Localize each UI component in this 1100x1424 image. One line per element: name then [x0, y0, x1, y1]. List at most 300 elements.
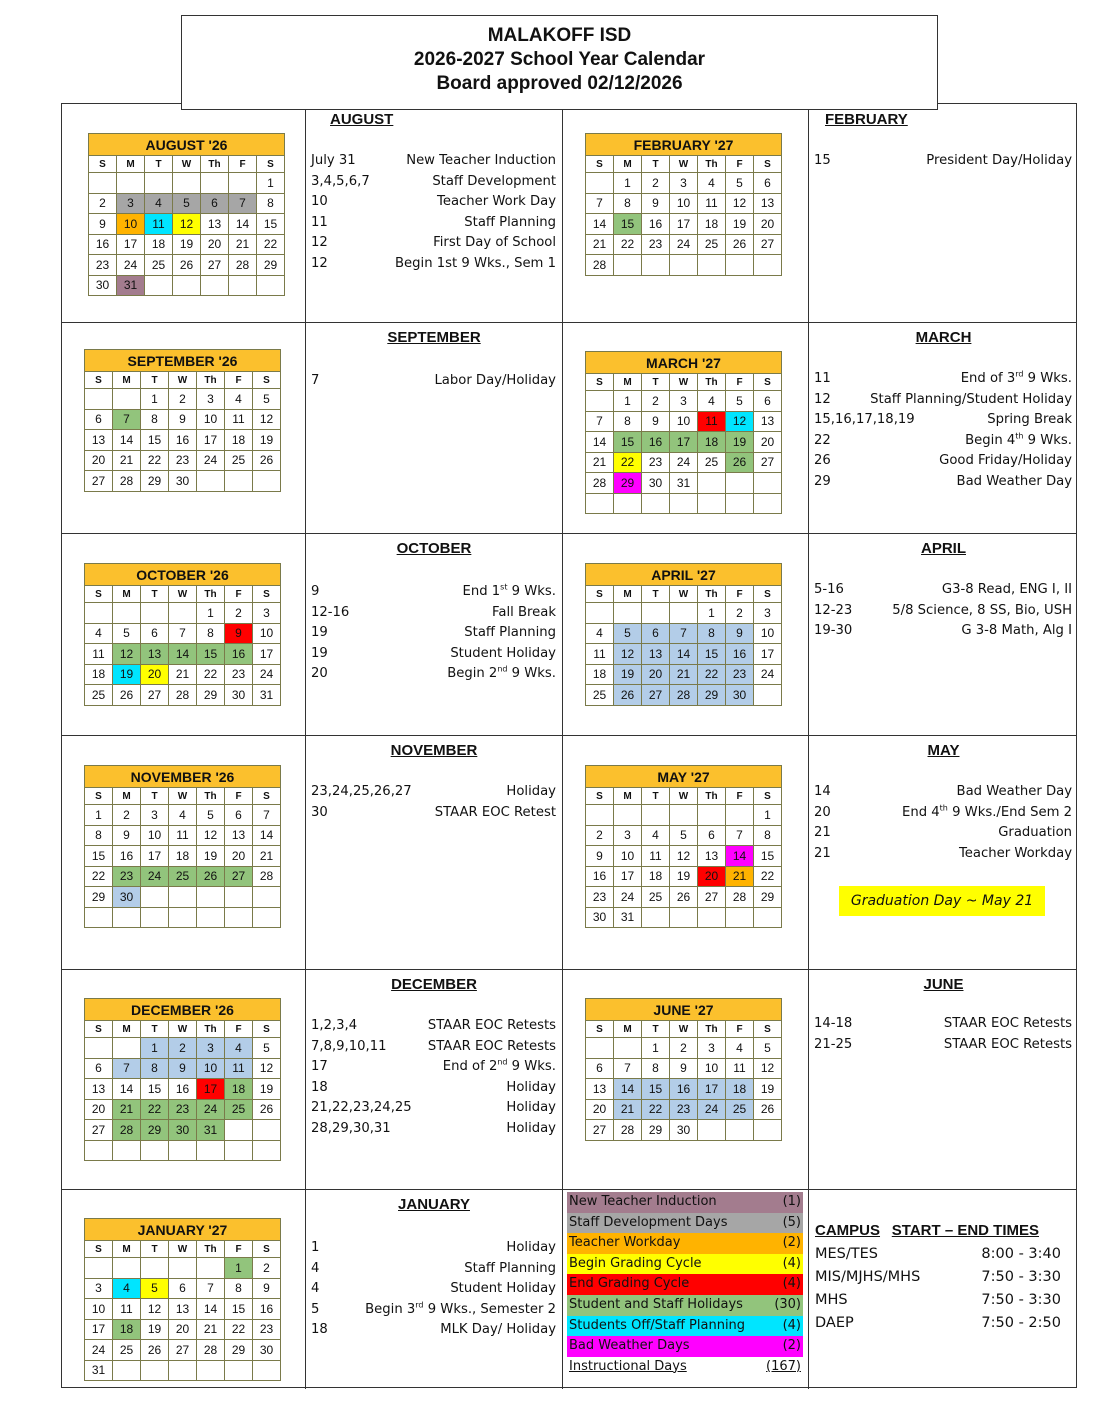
ordinal-suffix: th	[1015, 431, 1024, 441]
calendar-month-title: NOVEMBER '26	[85, 766, 281, 788]
calendar-empty-day	[257, 275, 285, 296]
calendar-empty-day	[169, 887, 197, 908]
calendar-grid	[61, 103, 1077, 1388]
board-approval: Board approved 02/12/2026	[436, 73, 683, 94]
mini-calendar-august	[88, 133, 285, 296]
calendar-day: 27	[225, 866, 253, 887]
weekday-label: M	[113, 1241, 141, 1258]
calendar-title-row	[586, 564, 782, 586]
event-text: End 4	[902, 804, 940, 820]
calendar-day: 9	[225, 623, 253, 644]
calendar-day: 14	[586, 432, 614, 453]
event-description	[463, 582, 556, 603]
calendar-day: 11	[225, 1058, 253, 1079]
calendar-day: 10	[670, 411, 698, 432]
calendar-empty-day	[85, 389, 113, 410]
event-date: 1,2,3,4	[311, 1018, 358, 1033]
calendar-day: 1	[754, 805, 782, 826]
weekday-label: Th	[197, 372, 225, 389]
calendar-day: 4	[145, 193, 173, 214]
calendar-empty-day	[642, 603, 670, 624]
event-date: July 31	[311, 153, 356, 168]
calendar-day: 6	[754, 173, 782, 194]
calendar-empty-day	[145, 173, 173, 194]
event-text: Teacher Workday	[959, 845, 1072, 861]
cell-dec-calendar	[62, 970, 306, 1189]
calendar-week-row	[586, 234, 782, 255]
mini-calendar-may	[585, 765, 782, 928]
weekday-label: S	[85, 372, 113, 389]
campus-name: MIS/MJHS/MHS	[815, 1269, 921, 1285]
weekday-label: Th	[201, 156, 229, 173]
campus-time: 7:50 - 2:50	[981, 1315, 1061, 1331]
weekday-label: Th	[698, 788, 726, 805]
calendar-day: 25	[642, 887, 670, 908]
event-date: 21-25	[814, 1036, 853, 1052]
ordinal-suffix: nd	[497, 664, 508, 674]
calendar-day: 27	[85, 1120, 113, 1141]
event-text: G 3-8 Math, Alg I	[961, 623, 1072, 639]
event-row	[311, 1259, 556, 1280]
event-text: Holiday	[506, 1100, 556, 1116]
event-row	[311, 172, 556, 193]
calendar-day: 11	[642, 846, 670, 867]
event-date: 11	[311, 214, 328, 230]
weekday-label: W	[173, 156, 201, 173]
weekday-label: M	[614, 374, 642, 391]
calendar-day: 26	[173, 255, 201, 276]
event-text: Staff Planning	[464, 1260, 556, 1276]
events-list-june	[814, 1014, 1072, 1055]
calendar-day: 27	[141, 685, 169, 706]
calendar-day: 7	[614, 1058, 642, 1079]
calendar-empty-day	[698, 805, 726, 826]
calendar-day: 23	[225, 664, 253, 685]
calendar-week-row	[85, 1258, 281, 1279]
calendar-week-row	[85, 389, 281, 410]
calendar-empty-day	[201, 275, 229, 296]
calendar-empty-day	[169, 1258, 197, 1279]
event-row	[311, 1300, 556, 1321]
calendar-day: 26	[754, 1099, 782, 1120]
calendar-day: 8	[141, 1058, 169, 1079]
calendar-empty-day	[586, 1038, 614, 1059]
mini-calendar-september	[84, 349, 281, 492]
calendar-day: 21	[113, 1099, 141, 1120]
campus-time: 7:50 - 3:30	[981, 1269, 1061, 1285]
calendar-day: 3	[614, 825, 642, 846]
calendar-day: 25	[698, 234, 726, 255]
events-list-november	[311, 782, 556, 823]
cell-aug-events	[306, 104, 563, 322]
calendar-day: 25	[85, 685, 113, 706]
calendar-day: 10	[117, 214, 145, 235]
calendar-day: 9	[642, 411, 670, 432]
calendar-day: 6	[754, 391, 782, 412]
event-description	[957, 472, 1072, 493]
calendar-empty-day	[726, 1120, 754, 1141]
event-date: 22	[814, 432, 831, 448]
calendar-day: 28	[229, 255, 257, 276]
calendar-week-row	[586, 452, 782, 473]
calendar-week-row	[586, 1099, 782, 1120]
calendar-week-row	[586, 214, 782, 235]
campus-time-row	[815, 1312, 1069, 1335]
event-date: 26	[814, 453, 831, 469]
weekday-label: S	[253, 586, 281, 603]
calendar-week-row	[85, 450, 281, 471]
calendar-day: 19	[113, 664, 141, 685]
event-row	[814, 369, 1072, 390]
event-description	[942, 580, 1072, 601]
event-date: 7,8,9,10,11	[311, 1038, 387, 1054]
events-heading-april: APRIL	[921, 540, 966, 557]
calendar-day: 7	[229, 193, 257, 214]
calendar-empty-day	[89, 173, 117, 194]
cell-oct-events	[306, 534, 563, 735]
calendar-day: 16	[586, 866, 614, 887]
calendar-day: 30	[113, 887, 141, 908]
event-row	[311, 1238, 556, 1259]
event-row	[814, 782, 1072, 803]
event-row	[311, 1078, 556, 1099]
legend-row	[567, 1316, 803, 1337]
calendar-week-row	[85, 887, 281, 908]
calendar-day: 31	[670, 473, 698, 494]
legend-label: Student and Staff Holidays	[569, 1296, 743, 1312]
event-row	[311, 603, 556, 624]
calendar-day: 31	[614, 907, 642, 928]
calendar-day: 27	[169, 1340, 197, 1361]
calendar-day: 17	[670, 432, 698, 453]
event-text: Student Holiday	[450, 1281, 556, 1297]
weekday-label: M	[614, 586, 642, 603]
calendar-day: 6	[85, 1058, 113, 1079]
event-date: 11	[814, 371, 831, 386]
calendar-week-row	[586, 473, 782, 494]
calendar-day: 11	[726, 1058, 754, 1079]
calendar-day: 3	[698, 1038, 726, 1059]
cell-feb-events	[809, 104, 1078, 322]
calendar-day: 23	[586, 887, 614, 908]
calendar-day: 24	[85, 1340, 113, 1361]
events-heading-september: SEPTEMBER	[387, 329, 481, 346]
event-text: STAAR EOC Retests	[427, 1038, 556, 1054]
calendar-day: 6	[642, 623, 670, 644]
calendar-day: 27	[201, 255, 229, 276]
calendar-week-row	[586, 603, 782, 624]
calendar-day: 9	[670, 1058, 698, 1079]
calendar-day: 28	[169, 685, 197, 706]
calendar-day: 4	[698, 391, 726, 412]
calendar-day: 19	[253, 430, 281, 451]
calendar-day: 18	[225, 430, 253, 451]
event-date: 5-16	[814, 582, 844, 597]
calendar-day: 3	[141, 805, 169, 826]
event-date: 28,29,30,31	[311, 1120, 391, 1136]
calendar-day: 24	[253, 664, 281, 685]
calendar-week-row	[85, 644, 281, 665]
calendar-day: 6	[225, 805, 253, 826]
weekday-header-row	[586, 1021, 782, 1038]
calendar-day: 4	[698, 173, 726, 194]
calendar-day: 5	[113, 623, 141, 644]
calendar-day: 8	[225, 1278, 253, 1299]
calendar-day: 1	[141, 1038, 169, 1059]
mini-calendar-january	[84, 1218, 281, 1381]
legend-count: (4)	[782, 1317, 801, 1333]
calendar-day: 2	[642, 173, 670, 194]
calendar-day: 1	[257, 173, 285, 194]
weekday-label: S	[754, 1021, 782, 1038]
calendar-day: 3	[85, 1278, 113, 1299]
event-date: 7	[311, 373, 320, 388]
legend-label: New Teacher Induction	[569, 1194, 717, 1209]
events-heading-may: MAY	[927, 742, 960, 759]
calendar-day: 4	[726, 1038, 754, 1059]
event-text: End of 2	[442, 1059, 498, 1075]
calendar-day: 21	[253, 846, 281, 867]
calendar-empty-day	[229, 275, 257, 296]
legend-row	[567, 1336, 803, 1357]
legend-count: (4)	[782, 1255, 801, 1271]
event-date: 19-30	[814, 623, 853, 639]
events-heading-november: NOVEMBER	[390, 742, 478, 759]
weekday-label: F	[726, 156, 754, 173]
calendar-day: 20	[754, 432, 782, 453]
event-description	[365, 1300, 556, 1321]
calendar-day: 22	[141, 450, 169, 471]
calendar-empty-day	[586, 493, 614, 514]
legend-label: Begin Grading Cycle	[569, 1255, 702, 1271]
calendar-day: 26	[197, 866, 225, 887]
calendar-day: 28	[726, 887, 754, 908]
calendar-day: 5	[726, 173, 754, 194]
calendar-title-row	[586, 766, 782, 788]
calendar-week-row	[85, 846, 281, 867]
event-description	[870, 390, 1072, 411]
calendar-day: 14	[169, 644, 197, 665]
calendar-day: 11	[85, 644, 113, 665]
calendar-week-row	[586, 391, 782, 412]
calendar-week-row	[586, 1038, 782, 1059]
event-description	[435, 803, 556, 824]
events-list-october	[311, 582, 556, 685]
legend-label: End Grading Cycle	[569, 1276, 690, 1292]
calendar-empty-day	[113, 1038, 141, 1059]
calendar-day: 24	[670, 234, 698, 255]
event-text: Begin 1st 9 Wks., Sem 1	[395, 255, 556, 271]
event-date: 4	[311, 1260, 320, 1276]
weekday-label: S	[754, 156, 782, 173]
calendar-empty-day	[253, 1120, 281, 1141]
calendar-day: 18	[698, 432, 726, 453]
weekday-label: S	[253, 1021, 281, 1038]
event-text: Begin 4	[965, 432, 1016, 448]
mini-calendar-december	[84, 998, 281, 1161]
event-row	[311, 233, 556, 254]
calendar-day: 8	[85, 825, 113, 846]
calendar-day: 9	[586, 846, 614, 867]
calendar-day: 29	[225, 1340, 253, 1361]
calendar-week-row	[85, 1099, 281, 1120]
calendar-day: 7	[113, 409, 141, 430]
legend-count: (5)	[782, 1214, 801, 1230]
calendar-day: 22	[141, 1099, 169, 1120]
events-list-january	[311, 1238, 556, 1341]
calendar-day: 20	[754, 214, 782, 235]
weekday-header-row	[85, 586, 281, 603]
weekday-label: W	[670, 586, 698, 603]
calendar-day: 31	[85, 1360, 113, 1381]
calendar-day: 21	[229, 234, 257, 255]
calendar-day: 29	[642, 1120, 670, 1141]
calendar-empty-day	[253, 907, 281, 928]
calendar-day: 27	[698, 887, 726, 908]
row-aug-feb	[62, 104, 1076, 323]
calendar-day: 29	[141, 1120, 169, 1141]
calendar-empty-day	[754, 907, 782, 928]
calendar-empty-day	[141, 907, 169, 928]
weekday-label: F	[726, 1021, 754, 1038]
calendar-day: 25	[145, 255, 173, 276]
calendar-day: 15	[141, 1079, 169, 1100]
calendar-day: 10	[141, 825, 169, 846]
calendar-day: 15	[614, 432, 642, 453]
event-date: 20	[311, 666, 328, 682]
event-date: 12	[814, 391, 831, 407]
calendar-day: 18	[85, 664, 113, 685]
event-text: New Teacher Induction	[406, 153, 556, 168]
calendar-day: 22	[614, 452, 642, 473]
calendar-day: 9	[253, 1278, 281, 1299]
calendar-day: 15	[141, 430, 169, 451]
calendar-empty-day	[642, 493, 670, 514]
calendar-day: 27	[586, 1120, 614, 1141]
calendar-week-row	[85, 825, 281, 846]
calendar-empty-day	[614, 805, 642, 826]
weekday-label: T	[141, 1241, 169, 1258]
calendar-day: 30	[670, 1120, 698, 1141]
calendar-day: 1	[614, 391, 642, 412]
calendar-day: 12	[197, 825, 225, 846]
calendar-day: 7	[113, 1058, 141, 1079]
weekday-label: F	[225, 788, 253, 805]
event-text-suffix: 9 Wks., Semester 2	[423, 1301, 556, 1317]
event-description	[492, 603, 556, 624]
weekday-label: Th	[698, 1021, 726, 1038]
calendar-day: 15	[642, 1079, 670, 1100]
calendar-day: 13	[586, 1079, 614, 1100]
calendar-day: 22	[197, 664, 225, 685]
event-row	[311, 1057, 556, 1078]
calendar-month-title: MARCH '27	[586, 352, 782, 374]
calendar-day: 1	[698, 603, 726, 624]
event-date: 23,24,25,26,27	[311, 784, 412, 799]
event-row	[814, 823, 1072, 844]
event-description	[959, 844, 1072, 865]
calendar-week-row	[586, 887, 782, 908]
calendar-day: 10	[197, 409, 225, 430]
calendar-week-row	[586, 1120, 782, 1141]
event-text: STAAR EOC Retest	[434, 804, 556, 820]
cell-apr-events	[809, 534, 1078, 735]
campus-time-row	[815, 1266, 1069, 1289]
event-text: Holiday	[506, 1079, 556, 1095]
calendar-day: 6	[141, 623, 169, 644]
event-date: 12	[311, 235, 328, 251]
calendar-day: 13	[754, 193, 782, 214]
calendar-day: 16	[726, 644, 754, 665]
event-row	[311, 1320, 556, 1341]
weekday-label: T	[642, 788, 670, 805]
event-description	[464, 623, 556, 644]
calendar-day: 30	[169, 1120, 197, 1141]
event-text: Labor Day/Holiday	[434, 373, 556, 388]
calendar-week-row	[586, 411, 782, 432]
ordinal-suffix: th	[939, 803, 948, 813]
calendar-title-row	[85, 999, 281, 1021]
calendar-day: 3	[117, 193, 145, 214]
calendar-empty-day	[197, 907, 225, 928]
weekday-label: Th	[197, 1241, 225, 1258]
event-description	[944, 1014, 1072, 1035]
calendar-week-row	[85, 1360, 281, 1381]
weekday-label: Th	[698, 374, 726, 391]
event-description	[447, 664, 556, 685]
calendar-day: 13	[201, 214, 229, 235]
weekday-label: S	[754, 586, 782, 603]
event-row	[311, 192, 556, 213]
event-text: Teacher Work Day	[437, 194, 556, 210]
calendar-day: 19	[670, 866, 698, 887]
calendar-week-row	[85, 685, 281, 706]
weekday-header-row	[85, 788, 281, 805]
event-description	[902, 803, 1072, 824]
event-date: 14	[814, 784, 831, 799]
calendar-day: 7	[726, 825, 754, 846]
weekday-label: S	[85, 1021, 113, 1038]
calendar-day: 4	[586, 623, 614, 644]
campus-time-row	[815, 1243, 1069, 1266]
event-date: 3,4,5,6,7	[311, 173, 370, 189]
calendar-day: 13	[85, 430, 113, 451]
calendar-day: 9	[169, 409, 197, 430]
calendar-day: 20	[225, 846, 253, 867]
calendar-day: 17	[670, 214, 698, 235]
calendar-day: 24	[117, 255, 145, 276]
calendar-day: 11	[169, 825, 197, 846]
calendar-day: 10	[197, 1058, 225, 1079]
event-text: Holiday	[506, 784, 556, 799]
event-description	[944, 1035, 1072, 1056]
calendar-day: 19	[253, 1079, 281, 1100]
campus-times-header	[815, 1222, 1069, 1239]
event-description	[450, 644, 556, 665]
calendar-title-row	[586, 352, 782, 374]
calendar-week-row	[85, 1278, 281, 1299]
calendar-day: 6	[201, 193, 229, 214]
calendar-day: 16	[169, 1079, 197, 1100]
cell-jan-calendar	[62, 1190, 306, 1389]
calendar-day: 18	[698, 214, 726, 235]
calendar-day: 12	[113, 644, 141, 665]
weekday-label: F	[225, 586, 253, 603]
calendar-week-row	[586, 644, 782, 665]
campus-times-rows	[815, 1243, 1069, 1335]
event-row	[814, 803, 1072, 824]
calendar-week-row	[89, 234, 285, 255]
